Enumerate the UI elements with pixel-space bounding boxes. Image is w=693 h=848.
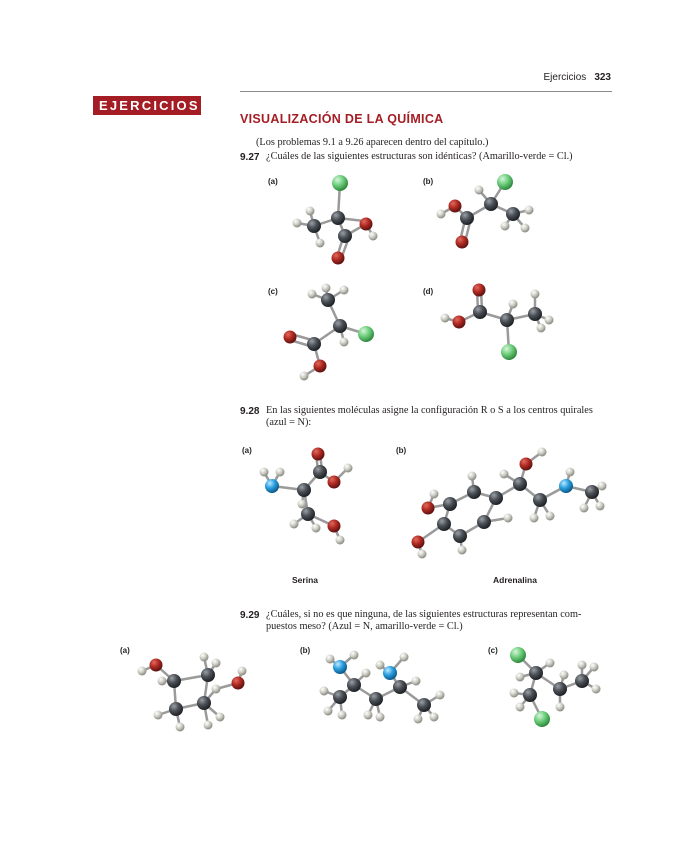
label-9-27-b: (b) [423,177,434,186]
running-title: Ejercicios [543,72,587,83]
exercises-badge: EJERCICIOS [93,96,201,115]
molecule-9-27-c [278,282,388,382]
molecule-9-29-b [310,645,460,740]
molecule-adrenalina [400,444,620,559]
caption-serina: Serina [292,575,318,585]
label-9-27-c: (c) [268,287,278,296]
page-number: 323 [594,72,611,83]
intro-text: (Los problemas 9.1 a 9.26 aparecen dentro del capítulo.) [256,137,489,148]
molecule-9-27-a [280,170,390,270]
label-9-28-a: (a) [242,446,252,455]
molecule-9-29-c [498,645,618,740]
molecule-9-29-a [130,645,260,740]
label-9-28-b: (b) [396,446,407,455]
problem-number-9-29: 9.29 [240,610,260,621]
caption-adrenalina: Adrenalina [493,575,537,585]
problem-text-9-29-line2: puestos meso? (Azul = N, amarillo-verde = Cl.) [266,621,463,632]
problem-text-9-28-line1: En las siguientes moléculas asigne la configuración R o S a los centros quirales [266,405,593,416]
label-9-29-b: (b) [300,646,311,655]
problem-number-9-27: 9.27 [240,152,260,163]
header-rule [240,91,612,92]
problem-text-9-27: ¿Cuáles de las siguientes estructuras son idénticas? (Amarillo-verde = Cl.) [266,151,573,162]
running-header [544,72,611,83]
problem-text-9-29-line1: ¿Cuáles, si no es que ninguna, de las siguientes estructuras representan com- [266,609,582,620]
label-9-29-c: (c) [488,646,498,655]
label-9-27-a: (a) [268,177,278,186]
problem-text-9-28-line2: (azul = N): [266,417,312,428]
molecule-serina [250,444,360,554]
molecule-9-27-d [435,282,565,372]
label-9-27-d: (d) [423,287,434,296]
molecule-9-27-b [435,170,545,260]
section-title: VISUALIZACIÓN DE LA QUÍMICA [240,112,444,126]
problem-number-9-28: 9.28 [240,406,260,417]
label-9-29-a: (a) [120,646,130,655]
